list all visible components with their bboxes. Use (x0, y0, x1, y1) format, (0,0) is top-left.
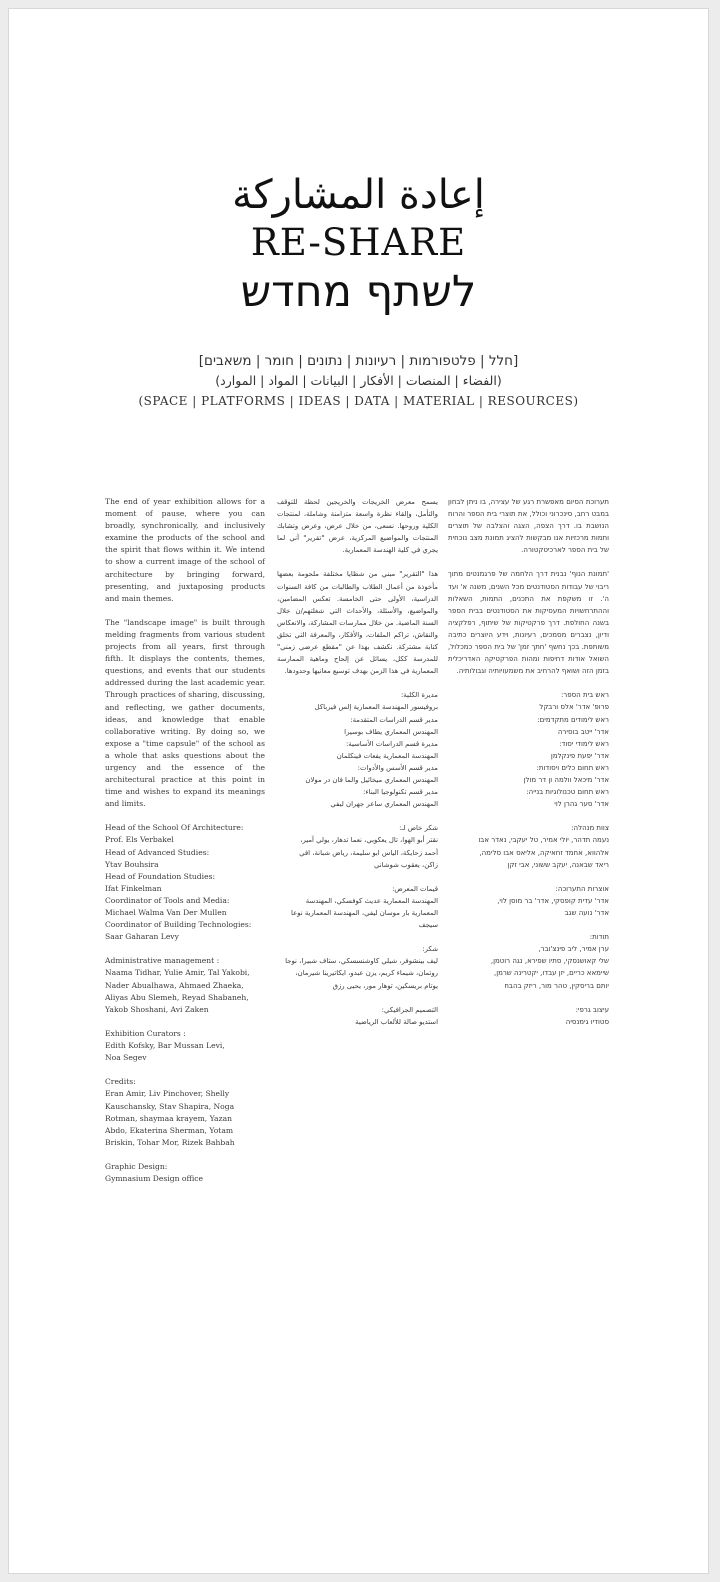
list-line: المهندس المعماري ميخائيل والما فان در مولان (305, 775, 438, 784)
hebrew-curators-list (448, 883, 609, 919)
english-curators-list (105, 1028, 265, 1064)
list-line: Abdo, Ekaterina Sherman, Yotam (105, 1125, 234, 1135)
list-line: אוצרות התערוכה: (555, 884, 609, 893)
hebrew-heads-list (448, 689, 609, 810)
list-line: المهندس المعماري ساعر جهران ليفي (330, 800, 438, 809)
list-line: Aliyas Abu Slemeh, Reyad Shabaneh, (105, 992, 249, 1002)
list-line: شكر خاص لـ: (399, 824, 438, 833)
list-line: المعمارية بار موسان ليفي، المهندسة المعمارية نوعا (290, 909, 438, 917)
list-line: ערן אמיר, ליב פינצ'ובר, (538, 945, 609, 954)
list-line: أحمد زحايكة، الياس ابو سليمة، رياض شبانة، افي (299, 848, 438, 857)
list-line: سيجف (418, 921, 438, 930)
list-line: Ifat Finkelman (105, 883, 162, 893)
list-line: مدير قسم الدراسات المتقدمة: (350, 715, 438, 724)
subtitle-hebrew: [חלל | פלטפורמות | רעיונות | נתונים | חומר | משאבים] (198, 353, 519, 369)
english-column (105, 496, 265, 1197)
list-line: אלהווא, אחמד זחאיקה, אליאס אבו סלימה, (479, 848, 609, 857)
arabic-column (277, 496, 438, 1040)
arabic-thanks-list (277, 822, 438, 870)
list-line: زاكن، يعقوب شوشاني (373, 860, 438, 869)
list-line: Coordinator of Building Technologies: (105, 920, 252, 930)
hebrew-intro-paragraph: תערוכת הסיום מאפשרת רגע של עצירה, בו ניתן לבחון במבט רחב, סינכרוני וכולל, את תוצרי בית הספר והרוח הנושבת בו. דרך הצפה, הצגה והצלבה של תוצרים ותמות מרכזיות אנו מבקשות להציג תמונת מצב נוכחית של בית הספר לארכיטקטורה. (448, 498, 609, 555)
list-line: תודות: (589, 933, 609, 942)
list-line: סטודיו גימנסיה (565, 1017, 609, 1026)
arabic-curators-list (277, 883, 438, 931)
list-line: אדר' מיכאל וולמה ון דר מולן (523, 775, 609, 784)
list-line: Michael Walma Van Der Mullen (105, 908, 227, 917)
list-line: Exhibition Curators : (105, 1028, 186, 1038)
list-line: Graphic Design: (105, 1161, 168, 1171)
list-line: ليف بينشوفر، شيلي كاوشنسسكي، ستاف شبيرا، نوجا (285, 957, 438, 966)
hebrew-column (448, 496, 609, 1040)
title-block (9, 169, 708, 319)
list-line: المهندسة المعمارية يفعات فينكلمان (336, 751, 438, 760)
list-line: Prof. Els Verbakel (105, 835, 174, 845)
list-line: مديرة الكلية: (400, 691, 438, 700)
english-landscape-paragraph: The "landscape image" is built through melding fragments from various student projects from all years, first through fifth. It displays the contents, themes, questions, and events that our students addressed during the last academic year. Through practices of sharing, discussing, and reflecting, we gather documents, ideas, and knowledge that enable collaborative writing. By doing so, we expose a "time capsule" of the school as a whole that asks questions about the urgency and the essence of the architectural practice at this point in time and wishes to expand its meanings and limits. (105, 617, 265, 809)
list-line: Eran Amir, Liv Pinchover, Shelly (105, 1089, 230, 1099)
list-line: Coordinator of Tools and Media: (105, 895, 230, 905)
list-line: روتمان، شيماء كريم، يزن عبدو، ايكاتيرينا شيرمان، (295, 969, 438, 978)
list-line: ראש תחום טכנולוגיות בנייה: (526, 788, 609, 797)
list-line: التصميم الجرافيكي: (381, 1005, 438, 1014)
subtitle-english: (SPACE | PLATFORMS | IDEAS | DATA | MATERIAL | RESOURCES) (138, 394, 579, 408)
list-line: אדר' עדית קופסקי, אדר' בר מוסן לוי, (497, 896, 609, 905)
list-line: مدير قسم تكنولوجيا البناء: (363, 788, 438, 797)
english-credits-list (105, 1076, 265, 1149)
list-line: Head of Foundation Studies: (105, 871, 216, 881)
list-line: Nader Abualhawa, Ahmaed Zhaeka, (105, 980, 244, 990)
list-line: שלי קאושנסקי, סתיו שפירא, נגה רוטמן, (490, 957, 609, 966)
list-line: Saar Gaharan Levy (105, 932, 179, 942)
list-line: Head of the School Of Architecture: (105, 823, 244, 833)
list-line: Administrative management : (105, 956, 220, 966)
list-line: مدير قسم الأسس والأدوات: (357, 763, 438, 772)
list-line: بروفيسور المهندسة المعمارية إلس فيرباكل (314, 703, 438, 712)
list-line: ראש לימודי יסוד: (559, 739, 609, 748)
list-line: Kauschansky, Stav Shapira, Noga (105, 1101, 235, 1111)
list-line: שיימאא כריים, יזן עבדו, יקטרינה שרמן, (493, 969, 609, 978)
list-line: Briskin, Tohar Mor, Rizek Bahbah (105, 1137, 235, 1147)
arabic-heads-list (277, 689, 438, 810)
english-heads-list (105, 822, 265, 943)
list-line: Noa Segev (105, 1053, 147, 1063)
list-line: Naama Tidhar, Yulie Amir, Tal Yakobi, (105, 968, 250, 978)
list-line: Credits: (105, 1077, 136, 1087)
list-line: יותם בריסקין, טהר מור, ריזק בהבח (504, 981, 609, 990)
list-line: אדר' סער גהרן לוי (554, 800, 609, 809)
list-line: Rotman, shaymaa krayem, Yazan (105, 1113, 233, 1123)
hebrew-admin-list (448, 822, 609, 870)
list-line: ראש לימודים מתקדמים: (537, 715, 609, 724)
list-line: قيمات المعرض: (392, 884, 438, 893)
list-line: אדר' ייטב בוסירה (557, 727, 609, 736)
list-line: استديو صالة للألعاب الرياضية (355, 1017, 438, 1026)
hebrew-design-list (448, 1004, 609, 1028)
title-hebrew: לשתף מחדש (240, 267, 477, 317)
list-line: Yakob Shoshani, Avi Zaken (105, 1004, 209, 1014)
list-line: ראש בית הספר: (560, 691, 609, 700)
list-line: צוות מנהלה: (571, 824, 609, 833)
list-line: עיצוב גרפי: (575, 1005, 609, 1014)
list-line: شكر: (422, 945, 438, 954)
english-admin-list (105, 955, 265, 1015)
list-line: פרופ' אדר' אלס ורבקל (539, 703, 609, 712)
subtitle-block (9, 351, 708, 411)
english-intro-paragraph: The end of year exhibition allows for a moment of pause, where you can broadly, synchronically, and inclusively examine the products of the school and the spirit that flows within it. We intend to show a current image of the school of architecture by bringing forward, presenting, and juxtaposing products and main themes. (105, 497, 265, 603)
title-arabic: إعادة المشاركة (232, 172, 485, 218)
list-line: Head of Advanced Studies: (105, 847, 210, 857)
list-line: ריאד שבאנה, יעקב ששוני, אבי זקן (507, 860, 609, 869)
list-line: نقتر أبو الهوا، تال يعكوبي، نعما تدهار، يولي آمير، (300, 836, 438, 845)
list-line: المهندس المعماري يطاف بوسيرا (344, 727, 438, 736)
list-line: يوتام بريسكين، توهار مور، يحيى رزق (332, 981, 438, 990)
arabic-credits-list (277, 943, 438, 991)
list-line: مديرة قسم الدراسات الأساسية: (345, 739, 438, 748)
title-english: RE-SHARE (250, 221, 467, 264)
list-line: Ytav Bouhsira (105, 859, 159, 869)
hebrew-landscape-paragraph: 'תמונת הנוף' נבנית דרך הלחמה של פרגמנטים מתוך ריבוי של עבודות הסטודנטים מכל השנים, משנה א' ועד ה'. זו משקפת את התכנים, התמות, השאלות וההתרחשויות המעסיקות את הסטודנטים בבית הספר בשנה החולפת. דרך פרקטיקות של שיתוף, רפלקציה ודיון, נצברים מסמכים, רעיונות, וידע היוצרים כתיבה משותפת. בכך נחשף 'חתך זמן' של בית הספר כמכלול, השואל אודות דחיפות ומהות הפרקטיקה האדריכלית בזמן הזה ושואף להרחיב את משמעויותיה וגבולותיה. (448, 570, 609, 676)
arabic-landscape-paragraph: هذا "التقرير" مبني من شظايا مختلفة ملحومة بعضها مأخوذة من أعمال الطلاب والطالبات من كافة السنوات الدراسية، الأولى حتى الخامسة. تعكس المضامين، والمواضيع، والأسئلة، والأحداث التي شغلتهم/ن خلال السنة الماضية. من خلال ممارسات المشاركة، والانعكاس والنقاش، تراكم الملفات، والأفكار، والمعرفة التي تخلق كتابة مشتركة. نكشف بهذا عن "مقطع عرضي زمني" للمدرسة ككل، يسائل عن إلحاح وماهية الممارسة المعمارية في هذا الزمن بهدف توسيع معانيها وحدودها. (277, 570, 438, 676)
list-line: Gymnasium Design office (105, 1174, 204, 1184)
english-design-list (105, 1161, 265, 1185)
list-line: ראש תחום כלים ויסודות: (536, 763, 609, 772)
arabic-intro-paragraph: يسمح معرض الخريجات والخريجين لحظة للتوقف والتأمل، وإلقاء نظرة واسعة متزامنة وشاملة، لمنتجات الكلية وروحها. نسعى، من خلال عرض، وعرض وتشابك المنتجات والمواضيع المركزية، عرض "تقرير" آني لما يجري في كلية الهندسة المعمارية. (277, 498, 438, 555)
hebrew-credits-list (448, 931, 609, 991)
list-line: المهندسة المعمارية عديث كوفسكي، المهندسة (305, 896, 438, 905)
list-line: נעמה תדהר, יולי אמיר, טל יעקבי, נאדר אבו (478, 836, 609, 845)
list-line: Edith Kofsky, Bar Mussan Levi, (105, 1041, 225, 1051)
subtitle-arabic: (الفضاء | المنصات | الأفكار | البيانات | المواد | الموارد) (215, 373, 502, 388)
poster-page (9, 9, 708, 1573)
list-line: אדר' יפעת פינקלמן (550, 751, 609, 760)
list-line: אדר' נועה שגב (564, 909, 609, 917)
arabic-design-list (277, 1004, 438, 1028)
